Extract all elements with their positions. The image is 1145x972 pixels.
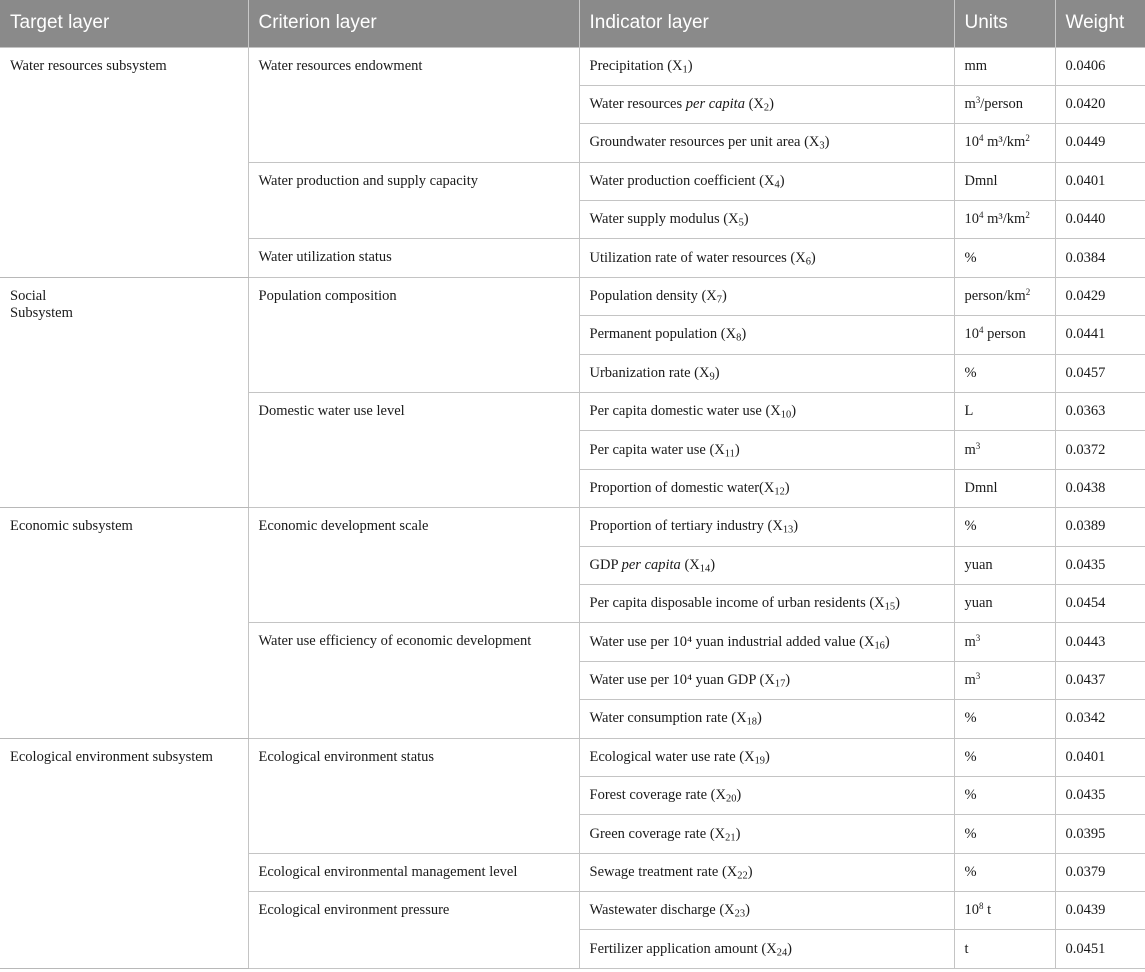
indicator-text: Green coverage rate (X <box>589 825 726 842</box>
indicator-text: Population density (X <box>589 288 717 305</box>
table-row <box>0 47 1145 85</box>
weight-cell: 0.0420 <box>1055 85 1145 123</box>
weight-cell: 0.0454 <box>1055 584 1145 622</box>
indicator-close: ) <box>757 710 762 727</box>
units-cell <box>954 239 1055 277</box>
unit-superscript: 3 <box>975 671 981 681</box>
table-row <box>0 508 1145 546</box>
units-cell <box>954 277 1055 315</box>
weight-cell: 0.0449 <box>1055 124 1145 162</box>
indicator-subscript: 11 <box>724 448 735 460</box>
unit-text: Dmnl <box>964 172 998 189</box>
indicator-text: Water resources <box>589 96 686 113</box>
criterion-layer-cell: Domestic water use level <box>248 393 579 508</box>
target-layer-cell <box>0 277 248 507</box>
indicator-cell <box>579 162 954 200</box>
target-layer-name: Water resources subsystem <box>10 57 167 74</box>
unit-superscript: 3 <box>975 95 981 106</box>
indicator-text: Per capita water use (X <box>589 441 725 458</box>
unit-superscript: 4 <box>979 210 984 221</box>
indicator-subscript: 24 <box>776 947 788 959</box>
indicator-subscript: 17 <box>774 678 786 690</box>
indicator-cell <box>579 393 954 431</box>
indicator-cell <box>579 47 954 85</box>
unit-text: 10 <box>964 902 979 919</box>
indicator-text: Permanent population (X <box>589 326 737 343</box>
indicator-cell <box>579 892 954 930</box>
indicator-text: Precipitation (X <box>589 57 683 74</box>
indicator-text: Water consumption rate (X <box>589 710 747 727</box>
indicator-italic: per capita <box>685 96 745 113</box>
indicator-text: GDP <box>589 556 622 573</box>
weight-cell: 0.0443 <box>1055 623 1145 661</box>
table-row <box>0 738 1145 776</box>
indicator-close: ) <box>710 556 716 573</box>
indicator-cell <box>579 546 954 584</box>
indicator-cell <box>579 584 954 622</box>
units-cell <box>954 431 1055 469</box>
units-cell <box>954 776 1055 814</box>
criterion-layer-cell: Ecological environment pressure <box>248 892 579 969</box>
indicator-subscript: 3 <box>819 141 825 153</box>
units-cell <box>954 469 1055 507</box>
weight-cell: 0.0395 <box>1055 815 1145 853</box>
indicator-cell <box>579 508 954 546</box>
criterion-layer-cell: Population composition <box>248 277 579 392</box>
criterion-layer-cell: Ecological environmental management level <box>248 853 579 891</box>
indicator-subscript: 9 <box>709 371 715 383</box>
units-cell <box>954 892 1055 930</box>
indicator-subscript: 14 <box>699 563 711 575</box>
target-layer-name-cont: Subsystem <box>10 304 73 321</box>
indicator-cell <box>579 201 954 239</box>
header-weight: Weight <box>1055 0 1145 47</box>
units-cell <box>954 201 1055 239</box>
indicator-italic: per capita <box>621 556 681 573</box>
unit-text: % <box>964 710 977 727</box>
unit-text: person/km <box>964 288 1026 305</box>
unit-text-cont: person <box>983 326 1026 343</box>
indicator-text: Sewage treatment rate (X <box>589 863 738 880</box>
units-cell <box>954 47 1055 85</box>
units-cell <box>954 853 1055 891</box>
indicator-close: ) <box>769 96 774 113</box>
units-cell <box>954 508 1055 546</box>
target-layer-name: Economic subsystem <box>10 518 133 535</box>
weight-cell: 0.0457 <box>1055 354 1145 392</box>
indicator-close: ) <box>714 364 720 381</box>
weight-cell: 0.0363 <box>1055 393 1145 431</box>
indicator-text: Fertilizer application amount (X <box>589 940 777 957</box>
unit-text: mm <box>964 57 988 74</box>
weight-cell: 0.0389 <box>1055 508 1145 546</box>
indicator-close: ) <box>884 633 890 650</box>
indicator-text: Proportion of tertiary industry (X <box>589 518 783 535</box>
indicator-text: Groundwater resources per unit area (X <box>589 134 820 151</box>
unit-text-cont: m³/km <box>983 134 1026 151</box>
indicator-cell <box>579 930 954 968</box>
weight-cell: 0.0401 <box>1055 162 1145 200</box>
units-cell <box>954 623 1055 661</box>
unit-text-cont: t <box>983 902 992 919</box>
indicator-subscript: 4 <box>774 179 780 191</box>
weight-cell: 0.0372 <box>1055 431 1145 469</box>
indicator-text: Water production coefficient (X <box>589 172 775 189</box>
indicator-subscript: 18 <box>746 716 758 728</box>
indicator-cell <box>579 431 954 469</box>
unit-superscript-2: 2 <box>1025 210 1030 221</box>
indicator-subscript: 22 <box>737 870 748 882</box>
indicator-close: ) <box>745 902 750 919</box>
indicator-subscript: 19 <box>754 755 765 767</box>
unit-text: yuan <box>964 595 993 612</box>
indicator-subscript: 16 <box>874 640 885 652</box>
indicator-cell <box>579 239 954 277</box>
indicator-text: Ecological water use rate (X <box>589 748 755 765</box>
target-layer-cell <box>0 738 248 968</box>
units-cell <box>954 661 1055 699</box>
target-layer-cell <box>0 508 248 738</box>
target-layer-name: Social <box>10 287 47 304</box>
indicator-subscript: 7 <box>716 294 722 306</box>
weight-cell: 0.0342 <box>1055 700 1145 738</box>
indicator-close: ) <box>791 403 797 420</box>
unit-superscript: 3 <box>975 632 981 643</box>
units-cell <box>954 124 1055 162</box>
unit-text: 10 <box>964 134 979 151</box>
units-cell <box>954 546 1055 584</box>
criterion-layer-cell: Water resources endowment <box>248 47 579 162</box>
indicator-close: ) <box>747 863 753 880</box>
weight-cell: 0.0406 <box>1055 47 1145 85</box>
indicator-subscript: 10 <box>780 409 792 421</box>
indicator-text-cont: (X <box>744 96 764 113</box>
unit-superscript: 4 <box>979 133 984 144</box>
indicator-text: Utilization rate of water resources (X <box>589 249 806 266</box>
units-cell <box>954 930 1055 968</box>
header-units: Units <box>954 0 1055 47</box>
indicator-subscript: 1 <box>682 64 688 76</box>
indicator-text: Forest coverage rate (X <box>589 787 726 804</box>
indicator-subscript: 12 <box>774 486 785 498</box>
unit-text-cont: /person <box>980 96 1023 113</box>
weight-cell: 0.0429 <box>1055 277 1145 315</box>
indicator-close: ) <box>824 134 830 151</box>
indicator-cell <box>579 700 954 738</box>
unit-text: % <box>964 825 977 842</box>
weight-cell: 0.0379 <box>1055 853 1145 891</box>
criterion-layer-cell: Ecological environment status <box>248 738 579 853</box>
unit-text-cont: m³/km <box>983 211 1026 228</box>
unit-text: % <box>964 787 977 804</box>
indicator-close: ) <box>765 748 770 765</box>
unit-superscript-2: 2 <box>1025 133 1030 144</box>
indicator-close: ) <box>787 940 793 957</box>
indicator-close: ) <box>784 479 790 496</box>
unit-superscript: 2 <box>1025 287 1031 298</box>
indicator-close: ) <box>687 57 693 74</box>
unit-text: yuan <box>964 556 993 573</box>
indicator-text: Water use per 10⁴ yuan GDP (X <box>589 671 775 688</box>
units-cell <box>954 393 1055 431</box>
indicator-close: ) <box>743 211 749 228</box>
indicator-close: ) <box>722 288 727 305</box>
indicator-text: Per capita disposable income of urban residents (X <box>589 595 885 612</box>
indicator-subscript: 13 <box>782 524 794 536</box>
indicator-close: ) <box>736 787 742 804</box>
indicator-subscript: 8 <box>736 333 742 345</box>
units-cell <box>954 354 1055 392</box>
indicator-cell <box>579 853 954 891</box>
units-cell <box>954 85 1055 123</box>
indicator-close: ) <box>810 249 816 266</box>
indicator-cell <box>579 738 954 776</box>
indicator-text-cont: (X <box>680 556 700 573</box>
unit-text: Dmnl <box>964 479 998 496</box>
indicator-text: Urbanization rate (X <box>589 364 710 381</box>
indicator-text: Water supply modulus (X <box>589 211 739 228</box>
unit-text: % <box>964 748 977 765</box>
indicator-text: Per capita domestic water use (X <box>589 403 781 420</box>
unit-text: m <box>964 96 976 113</box>
indicator-close: ) <box>895 595 900 612</box>
header-row <box>0 0 1145 47</box>
indicator-cell <box>579 776 954 814</box>
indicator-cell <box>579 661 954 699</box>
unit-text: 10 <box>964 211 979 228</box>
indicator-subscript: 5 <box>738 217 744 229</box>
weight-cell: 0.0438 <box>1055 469 1145 507</box>
unit-text: L <box>964 403 974 420</box>
unit-text: m <box>964 441 976 458</box>
header-criterion-layer: Criterion layer <box>248 0 579 47</box>
unit-text: % <box>964 364 977 381</box>
unit-text: 10 <box>964 326 979 343</box>
indicator-close: ) <box>779 172 785 189</box>
unit-superscript: 3 <box>975 440 981 451</box>
indicator-close: ) <box>741 326 747 343</box>
table-row <box>0 277 1145 315</box>
indicator-text: Water use per 10⁴ yuan industrial added value (X <box>589 633 875 650</box>
target-layer-name: Ecological environment subsystem <box>10 748 213 765</box>
indicator-close: ) <box>734 441 740 458</box>
weight-cell: 0.0439 <box>1055 892 1145 930</box>
criterion-layer-cell: Water production and supply capacity <box>248 162 579 239</box>
indicator-cell <box>579 469 954 507</box>
weight-cell: 0.0440 <box>1055 201 1145 239</box>
indicator-close: ) <box>785 671 791 688</box>
indicator-close: ) <box>793 518 799 535</box>
weight-cell: 0.0451 <box>1055 930 1145 968</box>
units-cell <box>954 584 1055 622</box>
indicator-cell <box>579 815 954 853</box>
indicator-cell <box>579 124 954 162</box>
indicator-subscript: 23 <box>734 908 746 920</box>
indicator-subscript: 21 <box>725 832 736 844</box>
unit-text: % <box>964 249 977 266</box>
indicator-cell <box>579 354 954 392</box>
units-cell <box>954 738 1055 776</box>
units-cell <box>954 316 1055 354</box>
unit-text: t <box>964 940 969 957</box>
unit-text: m <box>964 633 976 650</box>
weight-cell: 0.0384 <box>1055 239 1145 277</box>
indicator-cell <box>579 316 954 354</box>
header-target-layer: Target layer <box>0 0 248 47</box>
unit-superscript: 4 <box>979 325 984 336</box>
indicator-cell <box>579 85 954 123</box>
unit-text: % <box>964 518 977 535</box>
target-layer-cell <box>0 47 248 277</box>
unit-text: % <box>964 863 977 880</box>
unit-text: m <box>964 671 976 688</box>
units-cell <box>954 162 1055 200</box>
indicator-subscript: 20 <box>725 793 737 805</box>
indicator-cell <box>579 623 954 661</box>
indicator-text: Wastewater discharge (X <box>589 902 735 919</box>
unit-superscript: 8 <box>979 901 984 912</box>
weight-cell: 0.0435 <box>1055 546 1145 584</box>
weight-cell: 0.0401 <box>1055 738 1145 776</box>
units-cell <box>954 700 1055 738</box>
indicator-close: ) <box>735 825 741 842</box>
criterion-layer-cell: Economic development scale <box>248 508 579 623</box>
indicator-subscript: 6 <box>805 256 811 268</box>
weight-cell: 0.0441 <box>1055 316 1145 354</box>
indicator-subscript: 15 <box>884 601 896 613</box>
indicator-cell <box>579 277 954 315</box>
weight-cell: 0.0435 <box>1055 776 1145 814</box>
header-indicator-layer: Indicator layer <box>579 0 954 47</box>
units-cell <box>954 815 1055 853</box>
weight-cell: 0.0437 <box>1055 661 1145 699</box>
criterion-layer-cell: Water use efficiency of economic development <box>248 623 579 738</box>
indicator-subscript: 2 <box>763 102 770 114</box>
criterion-layer-cell: Water utilization status <box>248 239 579 277</box>
indicator-text: Proportion of domestic water(X <box>589 479 775 496</box>
